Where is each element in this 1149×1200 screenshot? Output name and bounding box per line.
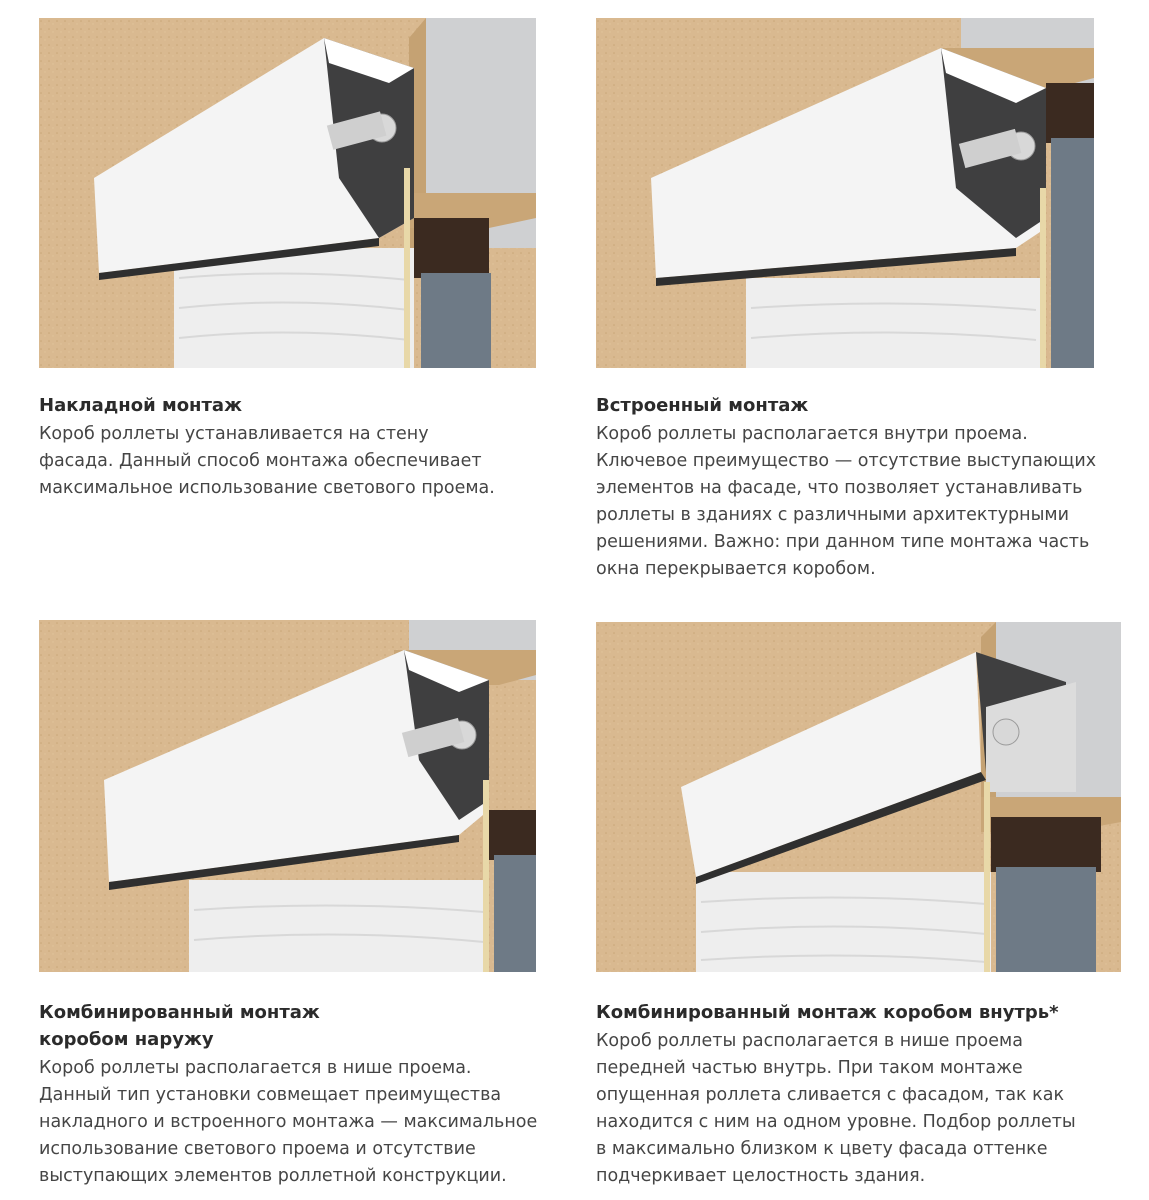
- builtin-mount-illustration: [596, 18, 1094, 368]
- combined-inward-illustration: [596, 622, 1121, 972]
- section-title: Комбинированный монтаж коробом наружу: [39, 1002, 320, 1050]
- section-description: Короб роллеты располагается в нише проема передней частью внутрь. При таком монтаже опущенная роллета сливается с фасадом, так как находится с ним на одном уровне. Подбор роллеты в максимально близком к цвету фасада оттенке подчеркивает целостность здания.: [596, 1031, 1076, 1186]
- section-title: Комбинированный монтаж коробом внутрь*: [596, 1002, 1059, 1023]
- section-title: Накладной монтаж: [39, 395, 242, 416]
- section-description: Короб роллеты устанавливается на стену фасада. Данный способ монтажа обеспечивает максимальное использование светового проема.: [39, 424, 495, 498]
- section-title: Встроенный монтаж: [596, 395, 809, 416]
- section-description: Короб роллеты располагается в нише проема. Данный тип установки совмещает преимущества накладного и встроенного монтажа — максимальное использование светового проема и отсутствие выступающих элементов роллетной конструкции.: [39, 1058, 538, 1186]
- section-description: Короб роллеты располагается внутри проема. Ключевое преимущество — отсутствие выступающих элементов на фасаде, что позволяет устанавливать роллеты в зданиях с различными архитектурными решениями. Важно: при данном типе монтажа часть окна перекрывается коробом.: [596, 424, 1097, 579]
- combined-outward-illustration: [39, 620, 536, 972]
- overlay-mount-illustration: [39, 18, 536, 368]
